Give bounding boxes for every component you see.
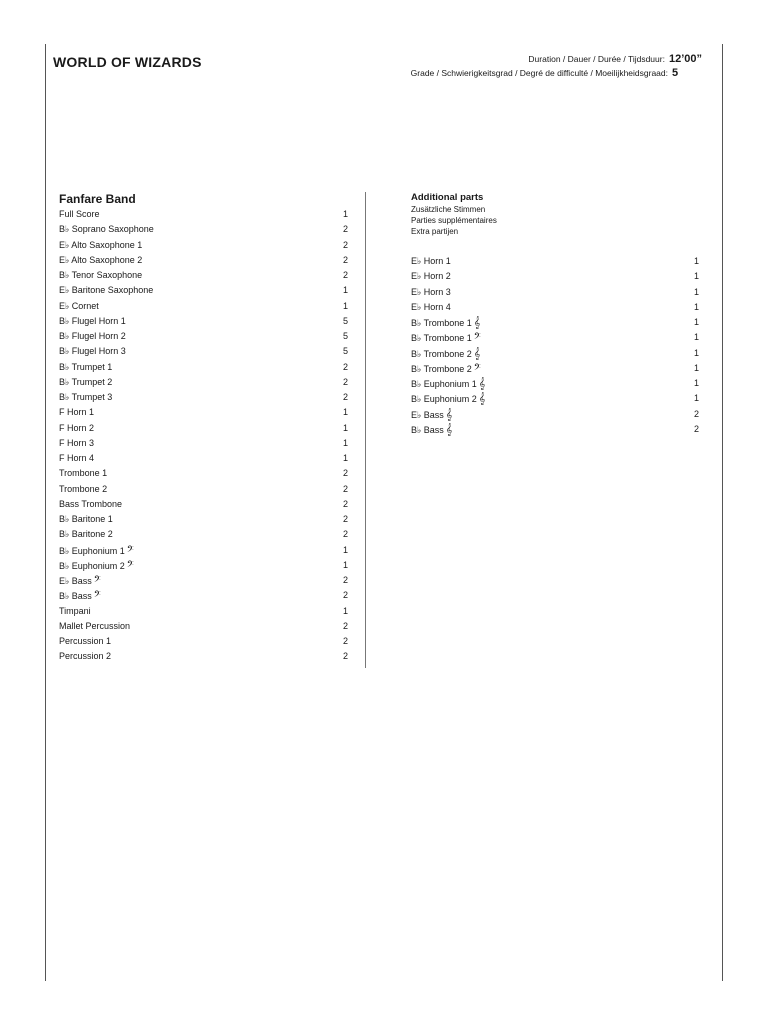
part-name: Trombone 2	[59, 483, 108, 494]
part-quantity: 2	[343, 376, 349, 387]
treble-clef-icon: 𝄞	[478, 392, 486, 406]
part-quantity: 2	[343, 468, 349, 479]
part-name: B♭ Trumpet 1	[59, 361, 113, 372]
treble-clef-icon: 𝄞	[473, 346, 481, 360]
part-name: E♭ Cornet	[59, 300, 99, 311]
part-name: E♭ Horn 1	[411, 256, 451, 266]
part-quantity: 1	[343, 559, 349, 570]
part-row	[59, 482, 349, 497]
part-row	[411, 269, 701, 284]
bass-clef-icon: 𝄢	[473, 361, 481, 375]
part-name: Full Score	[59, 209, 100, 219]
part-row	[59, 390, 349, 405]
additional-parts-heading: Additional parts	[411, 192, 484, 203]
part-quantity: 1	[343, 437, 349, 448]
treble-clef-icon: 𝄞	[445, 422, 453, 436]
part-quantity: 1	[694, 393, 700, 404]
part-quantity: 1	[694, 347, 700, 358]
part-name: E♭ Alto Saxophone 1	[59, 239, 143, 250]
duration-label: Duration / Dauer / Durée / Tijdsduur:	[528, 54, 665, 64]
additional-parts-dutch: Extra partijen	[411, 227, 459, 236]
part-row	[411, 391, 701, 406]
part-row	[59, 512, 349, 527]
part-quantity: 5	[343, 346, 349, 357]
part-quantity: 2	[343, 270, 349, 280]
part-quantity: 2	[343, 651, 349, 662]
part-name: B♭ Bass	[59, 591, 92, 602]
part-row	[411, 361, 701, 376]
part-row	[59, 314, 349, 329]
part-quantity: 2	[343, 529, 349, 540]
part-row	[411, 285, 701, 300]
part-quantity: 2	[343, 636, 349, 646]
part-quantity: 1	[343, 300, 349, 311]
part-name: F Horn 4	[59, 453, 95, 463]
part-quantity: 1	[343, 544, 349, 555]
part-quantity: 2	[694, 423, 700, 434]
bass-clef-icon: 𝄢	[126, 558, 134, 572]
part-name: B♭ Bass	[411, 424, 444, 435]
bass-clef-icon: 𝄢	[473, 331, 481, 345]
part-quantity: 1	[694, 378, 700, 388]
part-name: B♭ Baritone 2	[59, 529, 113, 540]
bass-clef-icon: 𝄢	[126, 543, 134, 557]
part-row	[59, 573, 349, 588]
part-row	[59, 207, 349, 222]
part-row	[411, 315, 701, 330]
part-quantity: 2	[343, 254, 349, 265]
part-row	[59, 543, 349, 558]
part-quantity: 2	[343, 239, 349, 250]
part-name: E♭ Horn 3	[411, 286, 451, 297]
parts-list	[59, 207, 349, 665]
part-quantity: 1	[694, 362, 700, 373]
additional-parts-list	[411, 254, 701, 437]
part-name: Timpani	[59, 605, 91, 616]
part-quantity: 1	[694, 301, 700, 312]
part-name: E♭ Baritone Saxophone	[59, 285, 154, 296]
part-name: B♭ Trombone 2	[411, 348, 472, 359]
part-name: Bass Trombone	[59, 498, 123, 509]
part-row	[59, 360, 349, 375]
part-quantity: 1	[343, 407, 349, 418]
part-name: B♭ Flugel Horn 2	[59, 331, 126, 341]
part-row	[59, 344, 349, 359]
part-quantity: 2	[343, 590, 349, 601]
left-border-line	[45, 44, 46, 981]
duration-value: 12’00”	[668, 53, 702, 65]
part-row	[59, 268, 349, 283]
part-row	[59, 558, 349, 573]
part-quantity: 5	[343, 315, 349, 326]
part-quantity: 2	[343, 498, 349, 509]
part-row	[411, 300, 701, 315]
part-quantity: 5	[343, 331, 349, 341]
treble-clef-icon: 𝄞	[478, 377, 486, 390]
grade-value: 5	[672, 67, 679, 79]
column-divider	[365, 192, 366, 668]
instrumentation-heading: Fanfare Band	[59, 192, 136, 206]
part-name: E♭ Bass	[411, 409, 444, 420]
duration-info	[528, 53, 702, 65]
part-name: B♭ Euphonium 2	[59, 560, 125, 571]
part-quantity: 1	[694, 271, 700, 282]
part-name: Trombone 1	[59, 468, 108, 479]
right-border-line	[722, 44, 723, 981]
grade-info	[411, 67, 702, 79]
part-name: B♭ Tenor Saxophone	[59, 270, 143, 280]
part-quantity: 1	[343, 209, 349, 219]
part-quantity: 1	[694, 332, 700, 343]
bass-clef-icon: 𝄢	[93, 574, 101, 587]
part-row	[59, 329, 349, 344]
part-name: Percussion 1	[59, 636, 112, 646]
part-row	[59, 222, 349, 237]
part-quantity: 2	[694, 408, 700, 419]
part-name: B♭ Euphonium 1	[59, 545, 125, 556]
part-name: B♭ Euphonium 2	[411, 394, 477, 405]
part-row	[59, 421, 349, 436]
part-row	[411, 422, 701, 437]
part-name: Percussion 2	[59, 651, 112, 662]
part-row	[411, 346, 701, 361]
part-row	[411, 376, 701, 391]
part-quantity: 1	[694, 256, 700, 266]
part-row	[59, 634, 349, 649]
part-name: F Horn 3	[59, 437, 95, 448]
part-name: B♭ Trombone 1	[411, 318, 472, 328]
part-name: B♭ Soprano Saxophone	[59, 224, 154, 235]
part-row	[59, 451, 349, 466]
grade-label: Grade / Schwierigkeitsgrad / Degré de difficulté / Moeilijkheidsgraad:	[410, 68, 668, 78]
part-quantity: 2	[343, 224, 349, 235]
part-row	[59, 649, 349, 664]
part-name: B♭ Trombone 1	[411, 333, 472, 344]
part-row	[411, 330, 701, 345]
part-row	[59, 527, 349, 542]
part-quantity: 2	[343, 361, 349, 372]
part-quantity: 2	[343, 392, 349, 402]
part-row	[59, 588, 349, 603]
part-quantity: 1	[343, 605, 349, 616]
part-row	[411, 254, 701, 269]
part-name: E♭ Bass	[59, 576, 92, 586]
part-row	[59, 299, 349, 314]
part-row	[59, 375, 349, 390]
part-name: F Horn 1	[59, 407, 95, 418]
part-name: F Horn 2	[59, 422, 95, 433]
part-name: B♭ Euphonium 1	[411, 379, 477, 389]
part-row	[59, 283, 349, 298]
additional-parts-german: Zusätzliche Stimmen	[411, 205, 486, 214]
part-quantity: 1	[694, 317, 700, 327]
part-quantity: 2	[343, 514, 349, 524]
part-quantity: 1	[343, 422, 349, 433]
treble-clef-icon: 𝄞	[473, 316, 481, 329]
part-row	[59, 497, 349, 512]
treble-clef-icon: 𝄞	[445, 407, 453, 421]
part-row	[59, 253, 349, 268]
additional-parts-french: Parties supplémentaires	[411, 216, 497, 225]
part-quantity: 2	[343, 575, 349, 585]
part-quantity: 1	[343, 285, 349, 296]
part-row	[59, 619, 349, 634]
part-name: E♭ Alto Saxophone 2	[59, 254, 143, 265]
part-name: B♭ Trombone 2	[411, 363, 472, 374]
part-name: B♭ Trumpet 3	[59, 392, 113, 402]
part-row	[411, 407, 701, 422]
part-quantity: 1	[343, 453, 349, 463]
part-name: B♭ Flugel Horn 1	[59, 315, 126, 326]
part-name: B♭ Trumpet 2	[59, 376, 113, 387]
part-row	[59, 466, 349, 481]
part-quantity: 2	[343, 483, 349, 494]
part-row	[59, 436, 349, 451]
bass-clef-icon: 𝄢	[93, 589, 101, 603]
part-name: B♭ Baritone 1	[59, 514, 113, 524]
part-name: E♭ Horn 4	[411, 301, 451, 312]
part-row	[59, 604, 349, 619]
part-quantity: 2	[343, 620, 349, 631]
part-row	[59, 405, 349, 420]
part-name: B♭ Flugel Horn 3	[59, 346, 126, 357]
part-quantity: 1	[694, 286, 700, 297]
piece-title: WORLD OF WIZARDS	[53, 54, 202, 70]
part-row	[59, 238, 349, 253]
part-name: Mallet Percussion	[59, 620, 131, 631]
part-name: E♭ Horn 2	[411, 271, 451, 282]
